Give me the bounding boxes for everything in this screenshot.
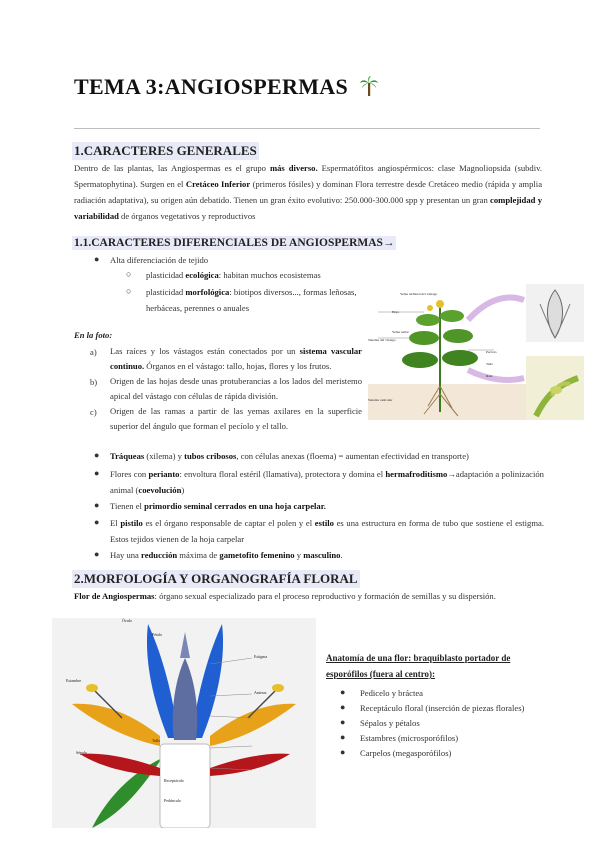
circle-bullet: ○: [126, 269, 132, 279]
title-divider: [74, 128, 540, 129]
bullet-dot: ●: [340, 747, 346, 757]
circle-bullet: ○: [126, 286, 132, 296]
plant-labels: Yema terminal del vástago Hoja Yema axilar Pecíolo Sistema del vástago Sistema radicular Tallo Raíz: [368, 292, 497, 402]
apical-meristem-photo: [526, 284, 584, 342]
paragraph-run: (primeros fósiles) y dominan Flora terrestre desde Cretáceo medio (rápida y amplia radiación adaptativa), su origen aún debatido. Tienen un gran éxito evolutivo: 250.000-300.000 spp y presentan un gran: [74, 179, 543, 205]
bullet-dot: ●: [94, 254, 100, 264]
list-item: Hay una reducción máxima de gametofito femenino y masculino.: [110, 550, 343, 560]
list-item: Estambres (microsporófilos): [360, 733, 459, 743]
list-item: plasticidad ecológica: habitan muchos ecosistemas: [146, 270, 321, 280]
flower-labels: Óvulo Tallo Pétalo Estambre Sépalo Receptáculo Pedúnculo Estigma Anteras: [66, 618, 268, 803]
bullet-dot: ●: [340, 702, 346, 712]
section-2-heading: 2.MORFOLOGÍA Y ORGANOGRAFÍA FLORAL: [74, 571, 358, 586]
list-item: Origen de las hojas desde unas protuberancias a los lados del meristemo apical del vástago con células de rápida división.: [110, 376, 362, 401]
list-item: Flores con perianto: envoltura floral estéril (llamativa), protectora y domina el hermafroditismo→adaptación a polinización animal (coevolución): [110, 469, 544, 495]
list-marker: c): [90, 407, 97, 417]
flower-diagram: [52, 618, 316, 828]
page-title: TEMA 3:ANGIOSPERMAS: [74, 74, 378, 102]
list-item: Tienen el primordio seminal cerrados en una hoja carpelar.: [110, 501, 326, 511]
bullet-dot: ●: [94, 549, 100, 559]
bullet-dot: ●: [94, 450, 100, 460]
section-1-heading: 1.CARACTERES GENERALES: [74, 143, 257, 158]
list-item: Tráqueas (xilema) y tubos cribosos, con células anexas (floema) = aumentan efectividad en transporte): [110, 451, 469, 461]
bullet-dot: ●: [94, 517, 100, 527]
list-item: Origen de las ramas a partir de las yemas axilares en la superficie superior del ángulo que forman el pecíolo y el tallo.: [110, 406, 362, 431]
paragraph-run: complejidad y variabilidad: [74, 195, 542, 221]
list-item: Las raíces y los vástagos están conectados por un sistema vascular continuo. Órganos en el vástago: tallo, hojas, flores y los frutos.: [110, 346, 362, 371]
section-1-1-heading: 1.1.CARACTERES DIFERENCIALES DE ANGIOSPERMAS→: [74, 237, 395, 249]
paragraph-run: Cretáceo Inferior: [185, 179, 251, 189]
list-item: Receptáculo floral (inserción de piezas florales): [360, 703, 525, 713]
paragraph-run: de órganos vegetativos y reproductivos: [118, 211, 256, 221]
anatomy-title: Anatomía de una flor: braquiblasto portador de esporófilos (fuera al centro):: [326, 653, 511, 679]
section-1-paragraph: [74, 160, 542, 224]
bullet-dot: ●: [340, 732, 346, 742]
bullet-dot: ●: [94, 500, 100, 510]
axillary-bud-photo: [526, 356, 584, 420]
list-item: El pistilo es el órgano responsable de captar el polen y el estilo es una estructura en forma de tubo que sostiene el estigma. Estos tejidos vienen de la hoja carpelar: [110, 518, 545, 544]
list-item: plasticidad morfológica: biotipos diversos..., formas leñosas, herbáceas, perennes o anuales: [146, 287, 357, 313]
list-marker: a): [90, 347, 97, 357]
plant-diagram: [368, 290, 528, 420]
paragraph-run: Dentro de las plantas, las Angiospermas es el grupo: [74, 163, 270, 173]
paragraph-run: Espermatófitos angiospérmicos: clase Magnoliopsida (subdiv. Spermatophytina). Surgen en el: [74, 163, 542, 189]
list-marker: b): [90, 377, 98, 387]
photo-label: En la foto:: [74, 330, 113, 340]
list-item: Alta diferenciación de tejido: [110, 255, 209, 265]
bullet-dot: ●: [94, 468, 100, 478]
paragraph-run: más diverso.: [269, 163, 318, 173]
list-item: Sépalos y pétalos: [360, 718, 420, 728]
list-item: Pedicelo y bráctea: [360, 688, 423, 698]
list-item: Carpelos (megasporófilos): [360, 748, 452, 758]
palm-tree-icon: [360, 76, 378, 102]
section-2-intro: Flor de Angiospermas: órgano sexual especializado para el proceso reproductivo y formación de semillas y su dispersión.: [74, 591, 496, 601]
bullet-dot: ●: [340, 717, 346, 727]
bullet-dot: ●: [340, 687, 346, 697]
